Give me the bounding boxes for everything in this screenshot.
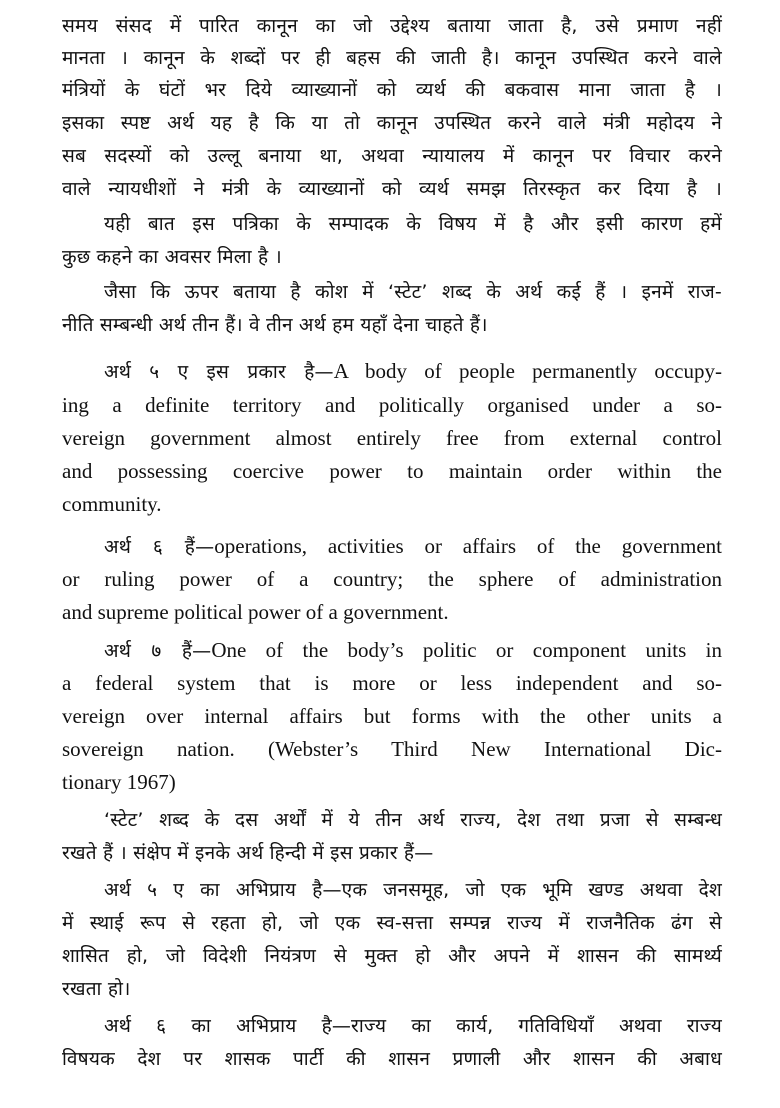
text-line: रखते हैं । संक्षेप में इनके अर्थ हिन्दी में इस प्रकार हैं— [62, 842, 434, 864]
text-line: vereign government almost entirely free from external control [62, 426, 722, 450]
text-line [104, 357, 722, 386]
text-line: कुछ कहने का अवसर मिला है । [62, 246, 282, 268]
text-line: ‘स्टेट’ शब्द के दस अर्थों में ये तीन अर्थ राज्य, देश तथा प्रजा से सम्बन्ध [104, 809, 722, 831]
text-line: or ruling power of a country; the sphere of administration [62, 567, 722, 591]
text-line [104, 636, 722, 665]
text-line: यही बात इस पत्रिका के सम्पादक के विषय में है और इसी कारण हमें [104, 213, 722, 235]
text-line: अर्थ ६ का अभिप्राय है—राज्य का कार्य, गतिविधियाँ अथवा राज्य [104, 1015, 722, 1037]
text-line: a federal system that is more or less independent and so- [62, 671, 722, 695]
text-line: में स्थाई रूप से रहता हो, जो एक स्व-सत्ता सम्पन्न राज्य में राजनैतिक ढंग से [62, 912, 722, 934]
text-line: समय संसद में पारित कानून का जो उद्देश्य बताया जाता है, उसे प्रमाण नहीं [62, 15, 722, 37]
hindi-text: अर्थ ६ हैं— [104, 536, 215, 558]
text-line: community. [62, 492, 162, 516]
text-line: रखता हो। [62, 978, 131, 1000]
text-line: नीति सम्बन्धी अर्थ तीन हैं। वे तीन अर्थ हम यहाँ देना चाहते हैं। [62, 314, 488, 336]
text-line: ing a definite territory and politically organised under a so- [62, 393, 722, 417]
text-line: vereign over internal affairs but forms with the other units a [62, 704, 722, 728]
text-line: अर्थ ५ ए का अभिप्राय है—एक जनसमूह, जो एक भूमि खण्ड अथवा देश [104, 879, 722, 901]
english-text: One of the body’s politic or component units in [211, 638, 722, 662]
text-line [104, 532, 722, 561]
text-line: tionary 1967) [62, 770, 176, 794]
text-line: मंत्रियों के घंटों भर दिये व्याख्यानों को व्यर्थ की बकवास माना जाता है । [62, 79, 722, 101]
text-line: सब सदस्यों को उल्लू बनाया था, अथवा न्यायालय में कानून पर विचार करने [62, 145, 722, 167]
text-line: sovereign nation. (Webster’s Third New International Dic- [62, 737, 722, 761]
hindi-text: अर्थ ५ ए इस प्रकार है— [104, 361, 334, 383]
text-line: वाले न्यायधीशों ने मंत्री के व्याख्यानों को व्यर्थ समझ तिरस्कृत कर दिया है । [62, 178, 722, 200]
hindi-text: अर्थ ७ हैं— [104, 640, 212, 662]
text-line: इसका स्पष्ट अर्थ यह है कि या तो कानून उपस्थित करने वाले मंत्री महोदय ने [62, 112, 722, 134]
english-text: operations, activities or affairs of the government [214, 534, 723, 558]
text-line: शासित हो, जो विदेशी नियंत्रण से मुक्त हो और अपने में शासन की सामर्थ्य [62, 945, 722, 967]
text-line: मानता । कानून के शब्दों पर ही बहस की जाती है। कानून उपस्थित करने वाले [62, 47, 722, 69]
text-line: and supreme political power of a government. [62, 600, 449, 624]
english-text: A body of people permanently occupy- [333, 359, 722, 383]
text-line: and possessing coercive power to maintain order within the [62, 459, 722, 483]
text-line: विषयक देश पर शासक पार्टी की शासन प्रणाली और शासन की अबाध [62, 1048, 722, 1070]
text-line: जैसा कि ऊपर बताया है कोश में ‘स्टेट’ शब्द के अर्थ कई हैं । इनमें राज- [104, 281, 722, 303]
